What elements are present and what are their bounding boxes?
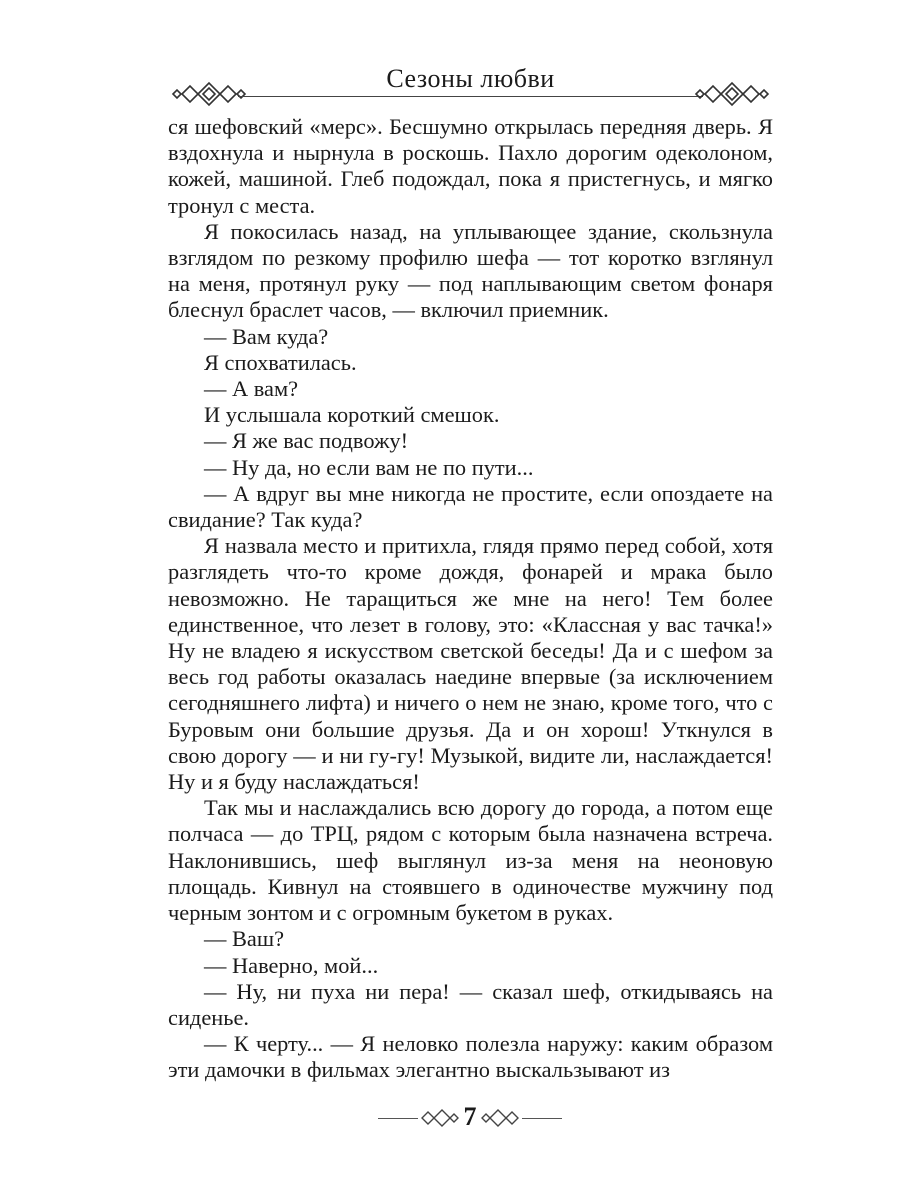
- dialogue-line: — Я же вас подвожу!: [204, 428, 409, 454]
- dialogue-line: — К черту... — Я неловко полезла наружу: каким образом эти дамочки в фильмах элегантно выскальзывают из: [168, 1031, 773, 1083]
- diamond-knot-icon: [478, 1104, 522, 1132]
- body-text: [168, 114, 773, 1084]
- dialogue-line: — Ваш?: [204, 926, 285, 952]
- dialogue-line: — Ну да, но если вам не по пути...: [204, 454, 534, 480]
- dialogue-line: — Ну, ни пуха ни пера! — сказал шеф, откидываясь на сиденье.: [168, 978, 773, 1030]
- paragraph: ся шефовский «мерс». Бесшумно открылась передняя дверь. Я вздохнула и нырнула в роскошь. Пахло дорогим одеколоном, кожей, машиной. Глеб подождал, пока я пристегнусь, и мягко тронул с места.: [168, 114, 773, 218]
- dialogue-line: — А вдруг вы мне никогда не простите, если опоздаете на свидание? Так куда?: [168, 480, 773, 533]
- dialogue-line: — А вам?: [204, 376, 299, 402]
- paragraph: И услышала короткий смешок.: [204, 402, 500, 428]
- dialogue-line: — Вам куда?: [204, 323, 329, 349]
- running-title: Сезоны любви: [386, 64, 555, 93]
- running-header: [168, 62, 773, 112]
- paragraph: Я покосилась назад, на уплывающее здание, скользнула взглядом по резкому профилю шефа — тот коротко взглянул на меня, протянул руку — под наплывающим светом фонаря блеснул браслет часов, — включил приемник.: [168, 218, 773, 323]
- paragraph: Я назвала место и притихла, глядя прямо перед собой, хотя разглядеть что-то кроме дождя, фонарей и мрака было невозможно. Не таращиться же мне на него! Тем более единственное, что лезет в голову, это: «Классная у вас тачка!» Ну не владею я искусством светской беседы! Да и с шефом за весь год работы оказалась наедине впервые (за исключением сегодняшнего лифта) и ничего о нем не знаю, кроме того, что с Буровым они большие друзья. Да и он хорош! Уткнулся в свою дорогу — и ни гу-гу! Музыкой, видите ли, наслаждается! Ну и я буду наслаждаться!: [168, 533, 773, 795]
- paragraph: Так мы и наслаждались всю дорогу до города, а потом еще полчаса — до ТРЦ, рядом с которым была назначена встреча. Наклонившись, шеф выглянул из-за меня на неоновую площадь. Кивнул на стоявшего в одиночестве мужчину под черным зонтом и с огромным букетом в руках.: [168, 795, 773, 926]
- footer-rule: [522, 1118, 562, 1119]
- page-footer: [370, 1094, 570, 1142]
- page-number: 7: [463, 1102, 477, 1131]
- diamond-knot-icon: [691, 72, 773, 116]
- paragraph: Я спохватилась.: [204, 349, 357, 375]
- header-rule: [238, 96, 703, 97]
- dialogue-line: — Наверно, мой...: [204, 952, 379, 978]
